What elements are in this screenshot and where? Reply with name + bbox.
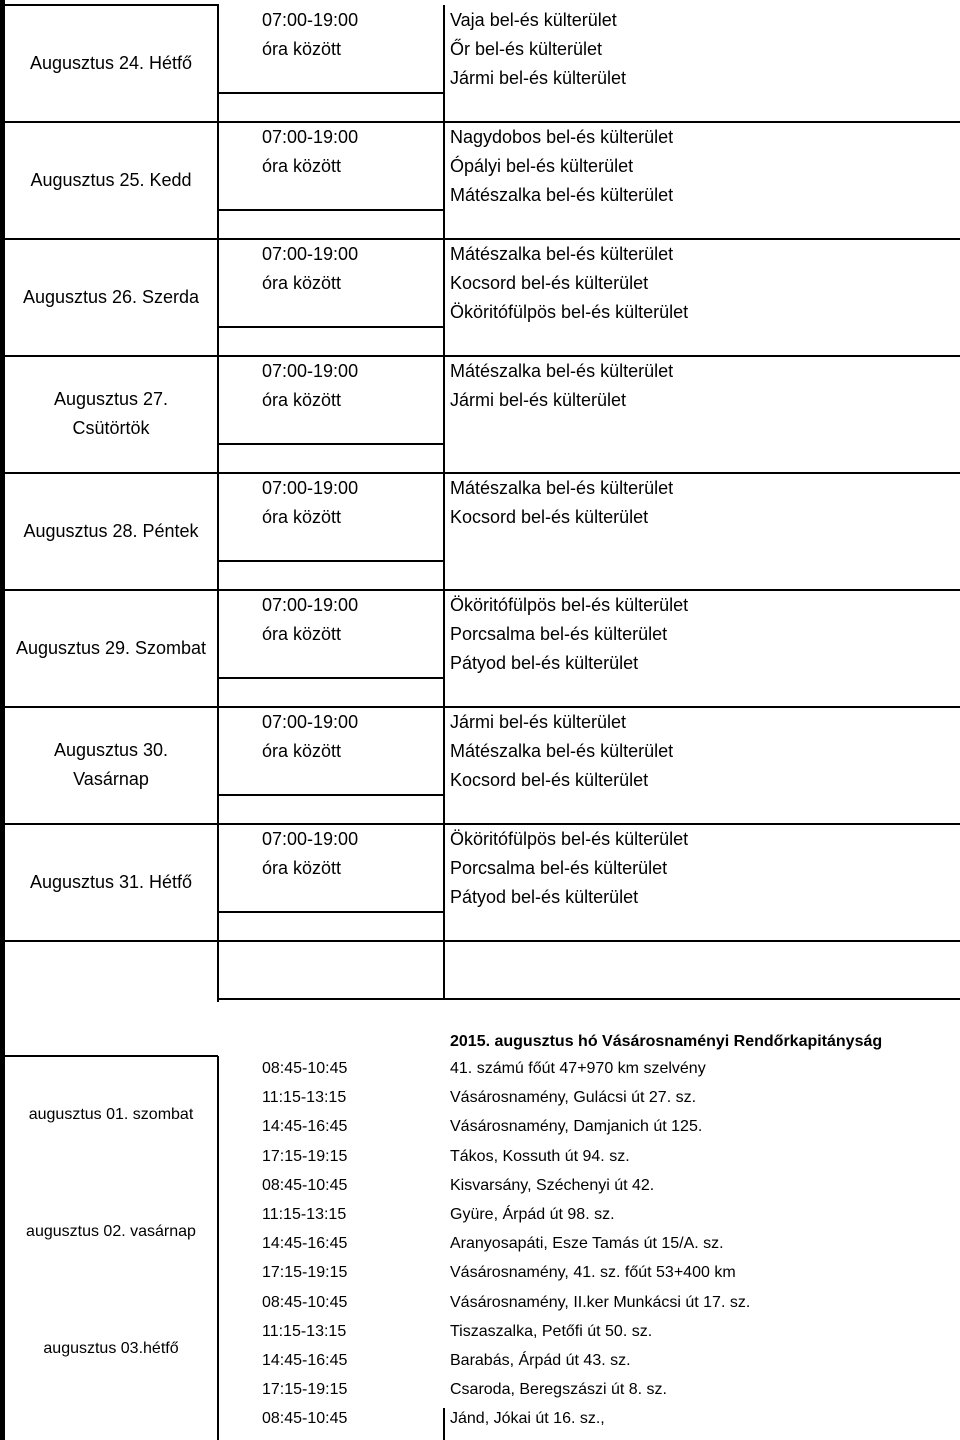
day-label: Augusztus 29. Szombat	[15, 637, 207, 658]
entry-time: 08:45-10:45	[262, 1410, 348, 1428]
empty-row-line	[218, 998, 960, 1000]
place-item: Mátészalka bel-és külterület	[450, 244, 674, 264]
place-item: Kocsord bel-és külterület	[450, 770, 649, 790]
entry-time: 08:45-10:45	[262, 1060, 348, 1077]
day-label: Augusztus 30. Vasárnap	[53, 740, 169, 789]
time-note: óra között	[262, 273, 342, 293]
time-range: 07:00-19:00	[262, 10, 359, 30]
entry-time: 08:45-10:45	[262, 1293, 348, 1311]
row-line	[218, 677, 443, 679]
place-item: Mátészalka bel-és külterület	[450, 478, 674, 498]
block-divider	[0, 589, 960, 591]
time-range: 07:00-19:00	[262, 829, 359, 849]
top-border	[0, 4, 218, 6]
block-divider	[0, 121, 960, 123]
place-item: Kocsord bel-és külterület	[450, 507, 649, 527]
block-divider	[0, 823, 960, 825]
entry-place: Vásárosnamény, Gulácsi út 27. sz.	[450, 1089, 697, 1107]
entry-place: Vásárosnamény, 41. sz. főút 53+400 km	[450, 1264, 736, 1282]
entry-place: Kisvarsány, Széchenyi út 42.	[450, 1176, 655, 1194]
entry-time: 14:45-16:45	[262, 1118, 348, 1136]
entry-time: 17:15-19:15	[262, 1381, 348, 1399]
entry-time: 11:15-13:15	[262, 1089, 347, 1107]
time-range: 07:00-19:00	[262, 127, 359, 147]
block-divider	[0, 238, 960, 240]
day-label: Augusztus 24. Hétfő	[29, 52, 193, 73]
entry-place: Gyüre, Árpád út 98. sz.	[450, 1206, 615, 1223]
place-item: Pátyod bel-és külterület	[450, 653, 639, 673]
time-note: óra között	[262, 390, 342, 410]
time-note: óra között	[262, 624, 342, 644]
row-line	[218, 794, 443, 796]
time-note: óra között	[262, 858, 342, 878]
row-line	[218, 209, 443, 211]
place-item: Ököritófülpös bel-és külterület	[450, 595, 689, 615]
day-label: Augusztus 27. Csütörtök	[53, 389, 169, 438]
time-range: 07:00-19:00	[262, 712, 359, 732]
time-range: 07:00-19:00	[262, 244, 359, 264]
time-note: óra között	[262, 507, 342, 527]
place-item: Ópályi bel-és külterület	[450, 156, 634, 176]
time-range: 07:00-19:00	[262, 361, 359, 381]
place-item: Pátyod bel-és külterület	[450, 887, 639, 907]
entry-day: augusztus 02. vasárnap	[26, 1223, 196, 1241]
place-item: Jármi bel-és külterület	[450, 712, 627, 732]
section-title: 2015. augusztus hó Vásárosnaményi Rendőrkapitányság	[450, 1033, 883, 1050]
entry-place: Csaroda, Beregszászi út 8. sz.	[450, 1381, 667, 1399]
entry-time: 17:15-19:15	[262, 1147, 348, 1165]
entry-time: 08:45-10:45	[262, 1176, 348, 1194]
row-line	[218, 326, 443, 328]
block-divider	[0, 940, 960, 942]
place-item: Jármi bel-és külterület	[450, 390, 627, 410]
entry-place: Barabás, Árpád út 43. sz.	[450, 1352, 631, 1369]
row-line	[218, 92, 443, 94]
place-item: Mátészalka bel-és külterület	[450, 361, 674, 381]
place-item: Nagydobos bel-és külterület	[450, 127, 674, 147]
entry-place: Aranyosapáti, Esze Tamás út 15/A. sz.	[450, 1235, 724, 1253]
entry-day: augusztus 03.hétfő	[43, 1340, 179, 1357]
time-note: óra között	[262, 156, 342, 176]
entry-place: 41. számú főút 47+970 km szelvény	[450, 1060, 706, 1077]
day-label: Augusztus 31. Hétfő	[29, 871, 193, 892]
time-note: óra között	[262, 741, 342, 761]
place-item: Porcsalma bel-és külterület	[450, 624, 668, 644]
place-item: Ököritófülpös bel-és külterület	[450, 829, 689, 849]
day-label: Augusztus 25. Kedd	[30, 169, 192, 190]
day-column-divider-2	[217, 1056, 219, 1440]
entry-place: Vásárosnamény, II.ker Munkácsi út 17. sz.	[450, 1293, 751, 1311]
block-divider	[0, 472, 960, 474]
day-column-divider	[217, 4, 219, 1002]
entry-place: Vásárosnamény, Damjanich út 125.	[450, 1118, 703, 1136]
entry-place: Tiszaszalka, Petőfi út 50. sz.	[450, 1322, 653, 1340]
day-label: Augusztus 28. Péntek	[23, 520, 199, 541]
place-item: Jármi bel-és külterület	[450, 68, 627, 88]
block-divider	[0, 355, 960, 357]
row-line	[218, 443, 443, 445]
place-item: Porcsalma bel-és külterület	[450, 858, 668, 878]
entry-place: Tákos, Kossuth út 94. sz.	[450, 1147, 630, 1165]
entry-time: 11:15-13:15	[262, 1206, 347, 1223]
row-line	[218, 560, 443, 562]
place-column-divider-top	[443, 5, 445, 999]
place-item: Kocsord bel-és külterület	[450, 273, 649, 293]
place-item: Mátészalka bel-és külterület	[450, 741, 674, 761]
time-range: 07:00-19:00	[262, 478, 359, 498]
entry-time: 11:15-13:15	[262, 1322, 347, 1340]
place-item: Ököritófülpös bel-és külterület	[450, 302, 689, 322]
entry-time: 14:45-16:45	[262, 1235, 348, 1253]
time-range: 07:00-19:00	[262, 595, 359, 615]
entry-place: Jánd, Jókai út 16. sz.,	[450, 1410, 605, 1428]
entry-day: augusztus 01. szombat	[28, 1106, 194, 1124]
place-item: Őr bel-és külterület	[450, 39, 603, 59]
place-column-right-border	[443, 1408, 445, 1440]
place-item: Vaja bel-és külterület	[450, 10, 617, 30]
row-line	[218, 911, 443, 913]
section2-top-border	[0, 1055, 218, 1057]
entry-time: 17:15-19:15	[262, 1264, 348, 1282]
day-label: Augusztus 26. Szerda	[22, 286, 200, 307]
place-item: Mátészalka bel-és külterület	[450, 185, 674, 205]
time-note: óra között	[262, 39, 342, 59]
entry-time: 14:45-16:45	[262, 1352, 348, 1369]
block-divider	[0, 706, 960, 708]
